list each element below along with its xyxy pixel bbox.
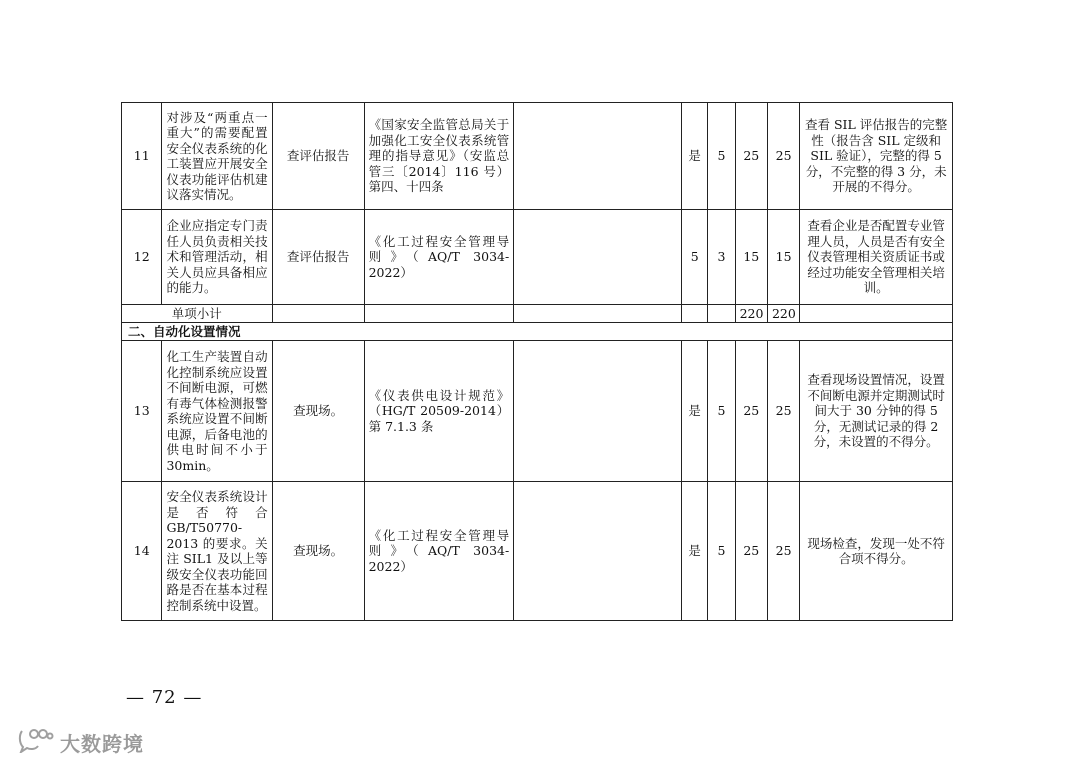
scoring-criteria: 查看现场设置情况，设置不间断电源并定期测试时间大于 30 分钟的得 5 分，无测试记录的得 2 分，未设置的不得分。: [800, 341, 953, 482]
row-number: 12: [122, 210, 162, 305]
empty-cell: [514, 305, 682, 323]
cell-col7: 5: [708, 482, 735, 621]
table-row-14: [122, 482, 953, 621]
check-method: 查现场。: [272, 341, 364, 482]
subtotal-col8: 220: [735, 305, 767, 323]
scoring-criteria: 现场检查，发现一处不符合项不得分。: [800, 482, 953, 621]
subtotal-row: [122, 305, 953, 323]
speech-bubble-icon: [16, 727, 54, 757]
cell-col7: 5: [708, 341, 735, 482]
page-number: — 72 —: [126, 687, 203, 708]
cell-col7: 5: [708, 103, 735, 210]
empty-cell: [708, 305, 735, 323]
basis-reference: 《化工过程安全管理导则》（AQ/T 3034-2022）: [364, 482, 514, 621]
cell-col8: 25: [735, 482, 767, 621]
check-method: 查现场。: [272, 482, 364, 621]
requirement-content: 化工生产装置自动化控制系统应设置不间断电源，可燃有毒气体检测报警系统应设置不间断电源，后备电池的供电时间不小于 30min。: [162, 341, 272, 482]
section-title: 二、自动化设置情况: [122, 323, 953, 341]
empty-cell: [682, 305, 708, 323]
requirement-content: 对涉及“两重点一重大”的需要配置安全仪表系统的化工装置应开展安全仪表功能评估机建议落实情况。: [162, 103, 272, 210]
empty-cell: [514, 341, 682, 482]
empty-cell: [514, 482, 682, 621]
empty-cell: [514, 210, 682, 305]
row-number: 11: [122, 103, 162, 210]
cell-col6: 5: [682, 210, 708, 305]
cell-col8: 15: [735, 210, 767, 305]
subtotal-col9: 220: [767, 305, 799, 323]
cell-col8: 25: [735, 103, 767, 210]
cell-col8: 25: [735, 341, 767, 482]
assessment-table: [121, 102, 953, 621]
row-number: 14: [122, 482, 162, 621]
empty-cell: [514, 103, 682, 210]
table-row-12: [122, 210, 953, 305]
cell-col7: 3: [708, 210, 735, 305]
table-row-11: [122, 103, 953, 210]
requirement-content: 安全仪表系统设计是否符合 GB/T50770-2013 的要求。关注 SIL1 及以上等级安全仪表功能回路是否在基本过程控制系统中设置。: [162, 482, 272, 621]
cell-col9: 25: [767, 341, 799, 482]
empty-cell: [272, 305, 364, 323]
check-method: 查评估报告: [272, 103, 364, 210]
cell-col6: 是: [682, 103, 708, 210]
cell-col6: 是: [682, 341, 708, 482]
scoring-criteria: 查看企业是否配置专业管理人员，人员是否有安全仪表管理相关资质证书或经过功能安全管理相关培训。: [800, 210, 953, 305]
row-number: 13: [122, 341, 162, 482]
table-row-13: [122, 341, 953, 482]
check-method: 查评估报告: [272, 210, 364, 305]
requirement-content: 企业应指定专门责任人员负责相关技术和管理活动，相关人员应具备相应的能力。: [162, 210, 272, 305]
empty-cell: [800, 305, 953, 323]
cell-col9: 25: [767, 103, 799, 210]
scoring-criteria: 查看 SIL 评估报告的完整性（报告含 SIL 定级和 SIL 验证），完整的得 5 分，不完整的得 3 分，未开展的不得分。: [800, 103, 953, 210]
watermark-text: 大数跨境: [60, 731, 144, 756]
section-header-row: [122, 323, 953, 341]
empty-cell: [364, 305, 514, 323]
basis-reference: 《仪表供电设计规范》（HG/T 20509-2014）第 7.1.3 条: [364, 341, 514, 482]
subtotal-label: 单项小计: [122, 305, 273, 323]
basis-reference: 《化工过程安全管理导则》（AQ/T 3034-2022）: [364, 210, 514, 305]
cell-col9: 15: [767, 210, 799, 305]
cell-col6: 是: [682, 482, 708, 621]
cell-col9: 25: [767, 482, 799, 621]
watermark: [16, 727, 144, 757]
basis-reference: 《国家安全监管总局关于加强化工安全仪表系统管理的指导意见》（安监总管三〔2014〕116 号）第四、十四条: [364, 103, 514, 210]
